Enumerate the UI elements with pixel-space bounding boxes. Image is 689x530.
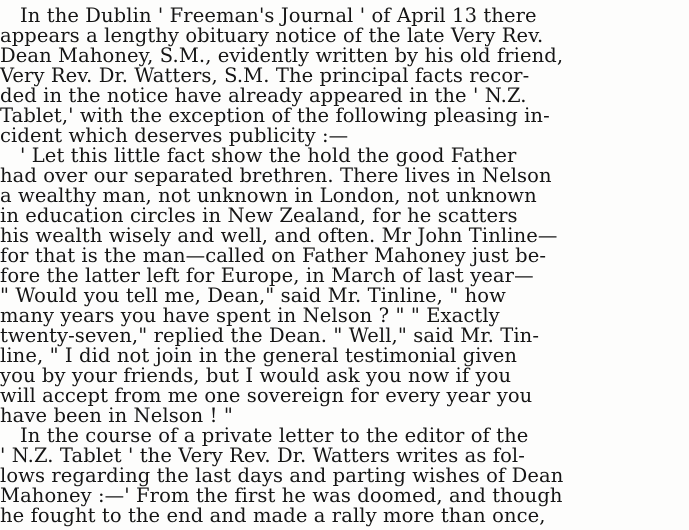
text-line: Very Rev. Dr. Watters, S.M. The principal facts recor- <box>0 64 530 87</box>
text-line: fore the latter left for Europe, in March of last year— <box>0 264 534 287</box>
text-line: twenty-seven," replied the Dean. " Well," said Mr. Tin- <box>0 324 540 347</box>
text-line: his wealth wisely and well, and often. Mr John Tinline— <box>0 224 558 247</box>
text-line: will accept from me one sovereign for every year you <box>0 384 533 407</box>
text-line: you by your friends, but I would ask you now if you <box>0 364 512 387</box>
text-line: lows regarding the last days and parting wishes of Dean <box>0 464 564 487</box>
text-line: in education circles in New Zealand, for he scatters <box>0 204 518 227</box>
text-line: a wealthy man, not unknown in London, not unknown <box>0 184 537 207</box>
text-line: In the Dublin ' Freeman's Journal ' of April 13 there <box>20 4 537 27</box>
text-line: " Would you tell me, Dean," said Mr. Tinline, " how <box>0 284 506 307</box>
text-line: many years you have spent in Nelson ? " " Exactly <box>0 304 500 327</box>
text-line: ' Let this little fact show the hold the good Father <box>20 144 517 167</box>
text-line: ded in the notice have already appeared in the ' N.Z. <box>0 84 527 107</box>
text-line: he fought to the end and made a rally more than once, <box>0 504 546 527</box>
text-line: Mahoney :—' From the first he was doomed, and though <box>0 484 563 507</box>
text-line: ' N.Z. Tablet ' the Very Rev. Dr. Watters writes as fol- <box>0 444 525 467</box>
text-line: line, " I did not join in the general testimonial given <box>0 344 518 367</box>
text-line: Tablet,' with the exception of the following pleasing in- <box>0 104 550 127</box>
text-line: for that is the man—called on Father Mahoney just be- <box>0 244 547 267</box>
text-line: In the course of a private letter to the editor of the <box>20 424 529 447</box>
text-line: had over our separated brethren. There lives in Nelson <box>0 164 552 187</box>
text-line: Dean Mahoney, S.M., evidently written by his old friend, <box>0 44 564 67</box>
text-line: have been in Nelson ! " <box>0 404 233 427</box>
text-line: cident which deserves publicity :— <box>0 124 349 147</box>
text-line: appears a lengthy obituary notice of the late Very Rev. <box>0 24 544 47</box>
